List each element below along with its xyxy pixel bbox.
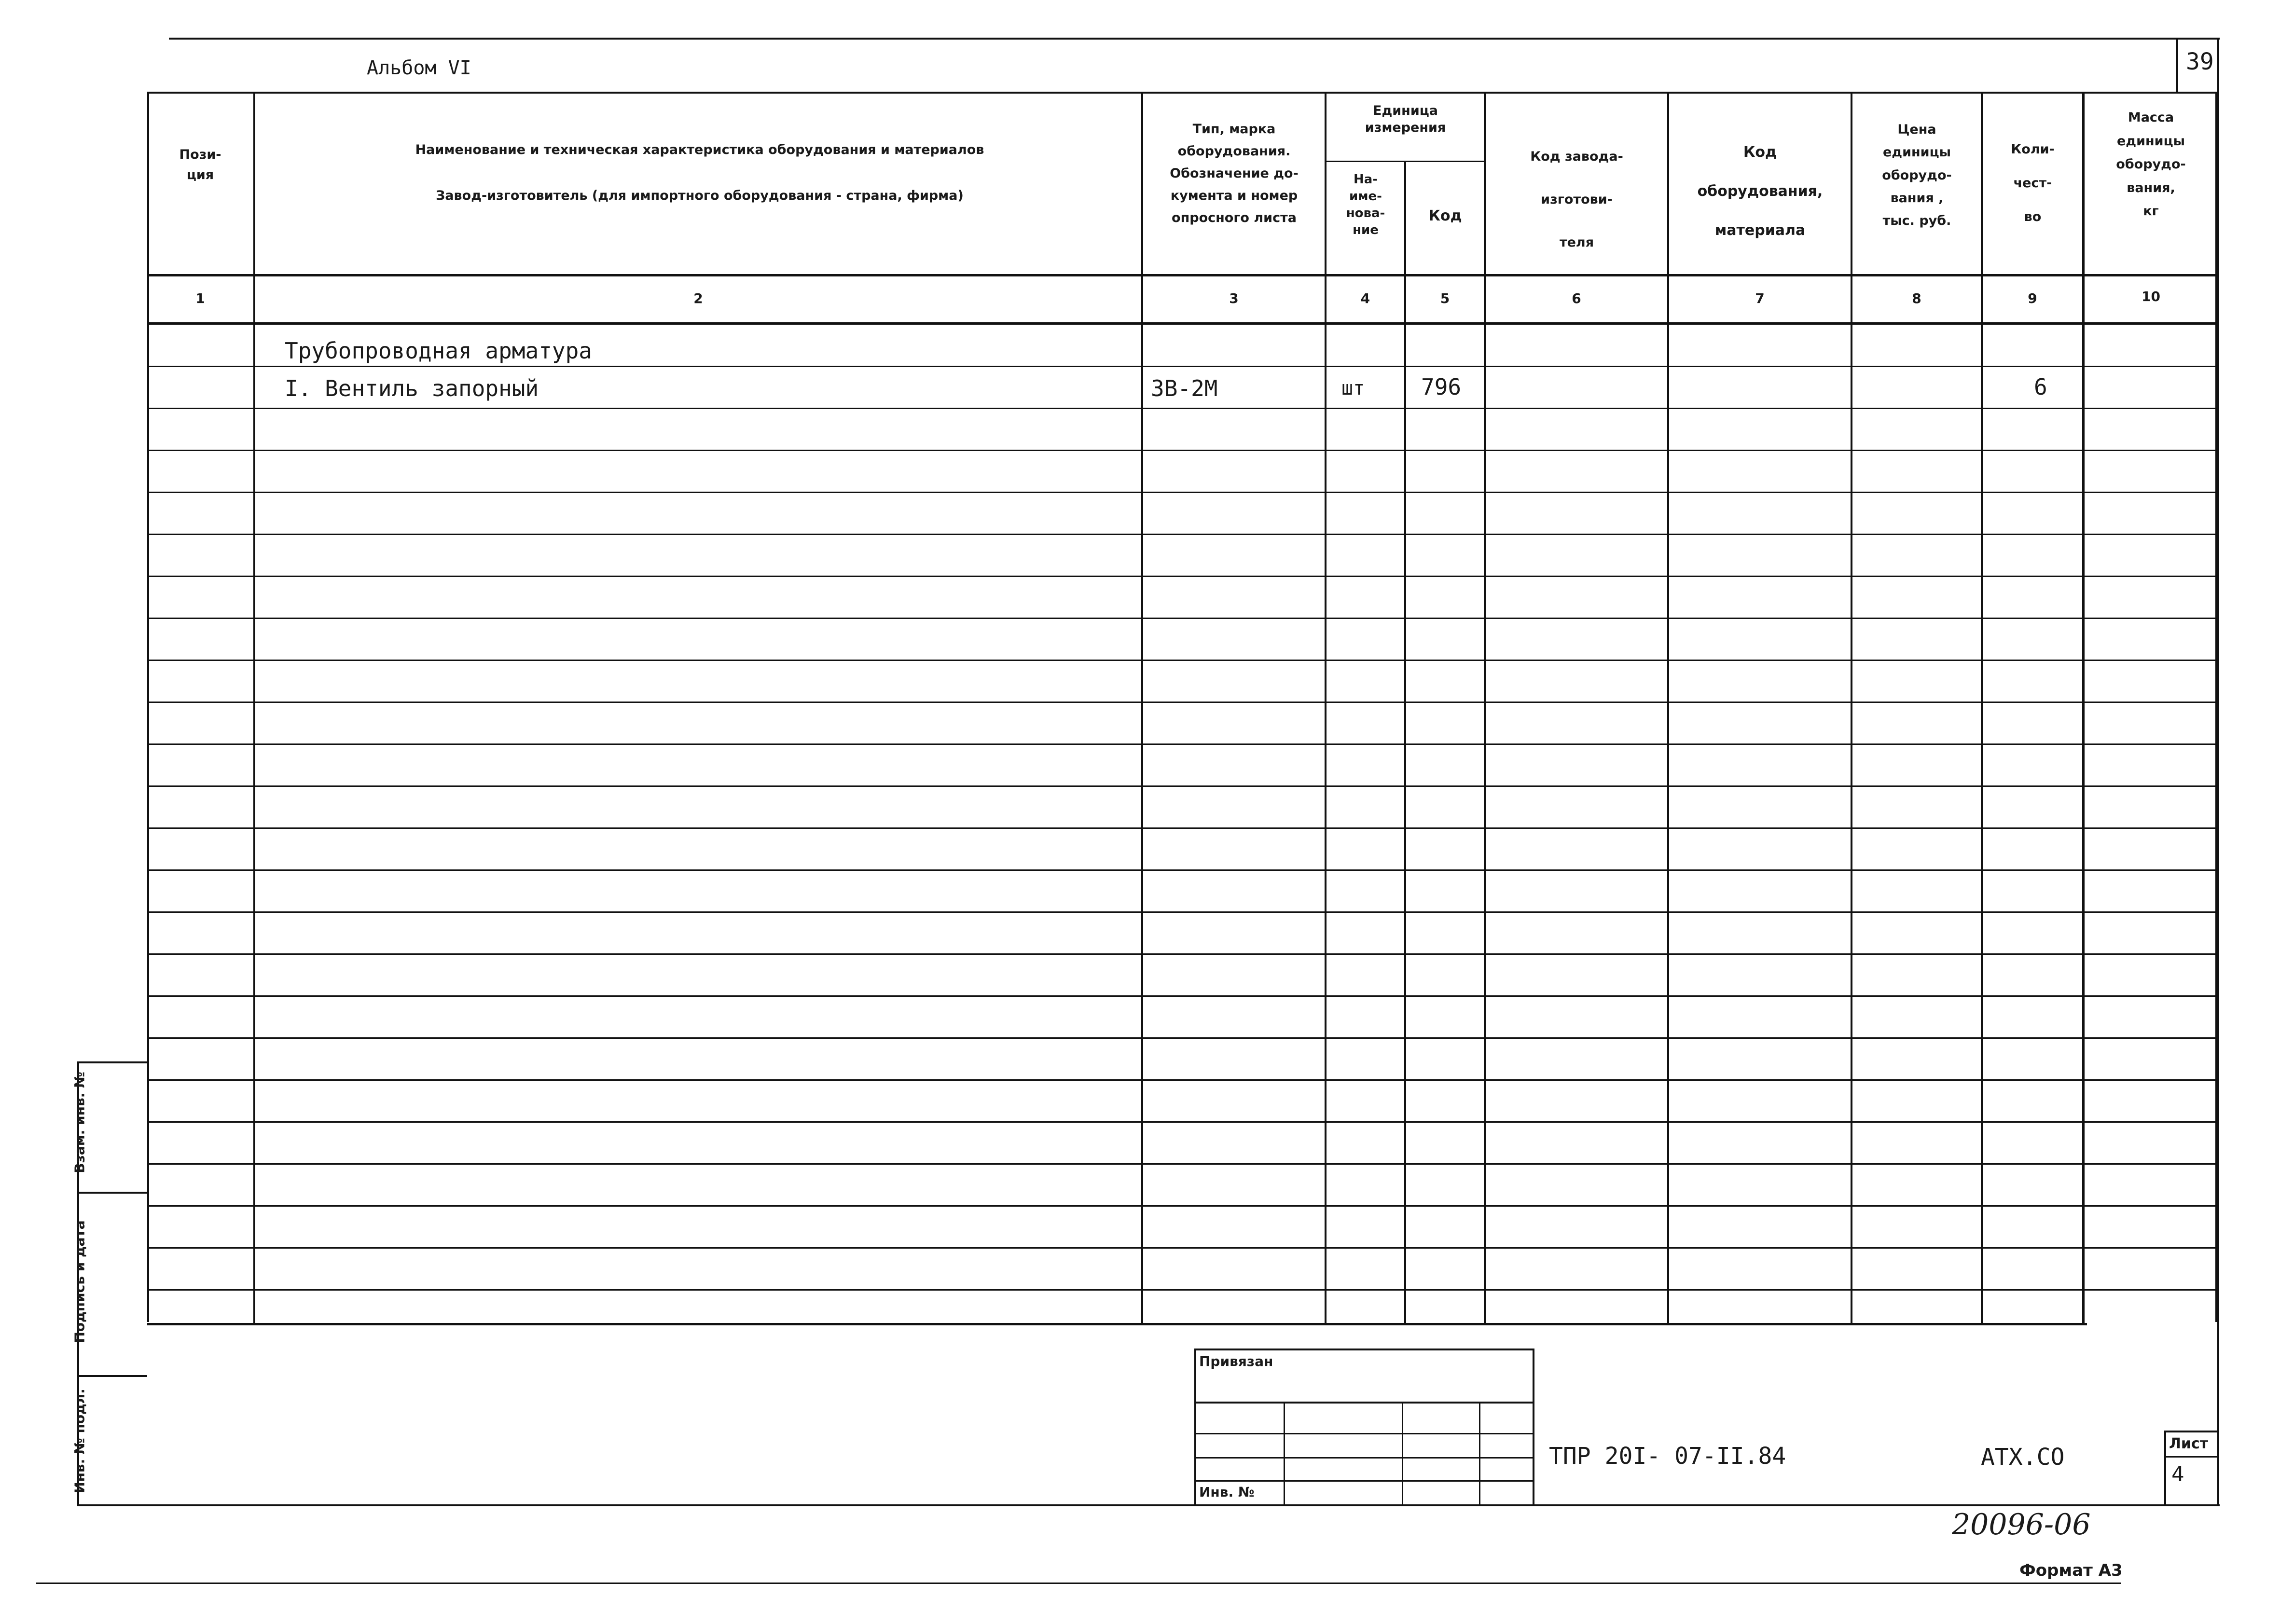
header-quantity: Коли- чест- во (2011, 142, 2055, 225)
sheet-box-separator (2164, 1456, 2217, 1458)
privyazan-label: Привязан (1199, 1353, 1273, 1369)
row-2-name: I. Вентиль запорный (285, 375, 539, 401)
col-number-3: 3 (1229, 290, 1239, 306)
privyazan-row-4 (1194, 1480, 1534, 1482)
table-row-line (147, 660, 2217, 661)
inv-no-label: Инв. № (1199, 1484, 1255, 1500)
table-row-line (147, 366, 2217, 367)
header-equipment-code: Код оборудования, материала (1697, 144, 1823, 239)
table-row-line (147, 869, 2217, 871)
col-divider-5 (1484, 92, 1486, 1324)
table-row-line (147, 450, 2217, 451)
side-strip-sep-2 (77, 1375, 147, 1377)
col-number-7: 7 (1755, 290, 1765, 306)
table-row-line (147, 785, 2217, 787)
col-divider-4 (1404, 162, 1406, 1324)
right-outer-border (2217, 39, 2219, 1505)
table-row-line (147, 534, 2217, 535)
sheet-label: Лист (2169, 1435, 2209, 1452)
header-bottom-line (147, 274, 2217, 276)
table-row-line (147, 1289, 2217, 1291)
row-2-quantity: 6 (2034, 374, 2047, 400)
bottom-border-line (77, 1504, 2220, 1506)
table-row-line (147, 408, 2217, 409)
table-row-line (147, 492, 2217, 493)
numbers-row-bottom-line (147, 322, 2217, 325)
privyazan-row-2 (1194, 1433, 1534, 1434)
header-unit-group: Единица измерения (1365, 103, 1446, 136)
side-strip-sep-1 (77, 1192, 147, 1194)
privyazan-col-2 (1402, 1402, 1403, 1505)
header-name-line2: Завод-изготовитель (для импортного оборудования - страна, фирма) (436, 188, 964, 203)
header-type: Тип, марка оборудования. Обозначение до- кумента и номер опросного листа (1170, 122, 1299, 225)
header-mass: Масса единицы оборудо- вания, кг (2116, 110, 2186, 219)
privyazan-col-3 (1479, 1402, 1480, 1505)
row-1-name: Трубопроводная арматура (285, 338, 592, 364)
table-row-line (147, 1163, 2217, 1165)
col-divider-6 (1667, 92, 1669, 1324)
table-row-line (147, 1247, 2217, 1249)
col-number-1: 1 (195, 290, 205, 306)
header-price: Цена единицы оборудо- вания , тыс. руб. (1882, 122, 1952, 228)
table-row-line (147, 576, 2217, 577)
col-divider-1 (253, 92, 255, 1324)
table-row-line (147, 1037, 2217, 1039)
unit-group-separator (1325, 161, 1486, 162)
table-row-line (147, 953, 2217, 955)
header-unit-name: На- име- нова- ние (1346, 172, 1385, 238)
table-row-line (147, 1121, 2217, 1123)
table-row-line (147, 618, 2217, 619)
side-label-inv: Инв. № подл. (71, 1389, 88, 1493)
table-row-line (147, 702, 2217, 703)
col-number-5: 5 (1440, 290, 1450, 306)
side-strip-top (77, 1061, 147, 1063)
col-divider-2 (1141, 92, 1143, 1324)
format-label: Формат А3 (2019, 1561, 2123, 1580)
document-mark: АТХ.СО (1981, 1444, 2065, 1471)
header-unit-code: Код (1428, 207, 1462, 224)
privyazan-col-1 (1284, 1402, 1285, 1505)
side-label-vzam: Взам. инв. № (71, 1072, 88, 1173)
privyazan-stamp (1194, 1349, 1534, 1505)
sheet-number: 4 (2171, 1462, 2184, 1486)
row-2-unit: шт (1341, 377, 1365, 399)
outer-bottom-line (36, 1583, 2121, 1584)
privyazan-row-3 (1194, 1457, 1534, 1459)
col-divider-7 (1851, 92, 1852, 1324)
row-2-code: 796 (1421, 374, 1462, 400)
col-number-8: 8 (1912, 290, 1921, 306)
header-factory-code: Код завода- изготови- теля (1530, 149, 1623, 250)
table-row-line (147, 827, 2217, 829)
row-2-type: ЗВ-2М (1151, 375, 1218, 401)
header-name-line1: Наименование и техническая характеристика оборудования и материалов (415, 142, 984, 157)
col-divider-9 (2082, 92, 2085, 1324)
page-number-box-left (2176, 39, 2178, 92)
col-number-10: 10 (2142, 289, 2160, 304)
col-number-2: 2 (693, 290, 703, 306)
table-row-line (147, 1205, 2217, 1207)
privyazan-row-1 (1194, 1402, 1534, 1404)
col-divider-8 (1981, 92, 1983, 1324)
document-code: ТПР 20I- 07-II.84 (1549, 1443, 1786, 1470)
album-label: Альбом VI (367, 57, 471, 79)
col-number-4: 4 (1360, 290, 1370, 306)
table-row-line (147, 1079, 2217, 1081)
col-number-6: 6 (1572, 290, 1581, 306)
page-number: 39 (2186, 48, 2214, 75)
handwritten-number: 20096-06 (1952, 1508, 2091, 1541)
table-row-line (147, 911, 2217, 913)
col-number-9: 9 (2028, 290, 2037, 306)
side-label-podpis: Подпись и дата (71, 1220, 88, 1343)
table-row-line (147, 743, 2217, 745)
top-border-line (169, 38, 2220, 40)
table-bottom-line (147, 1323, 2087, 1325)
table-row-line (147, 995, 2217, 997)
header-position: Пози- ция (179, 147, 221, 182)
col-divider-3 (1325, 92, 1327, 1324)
